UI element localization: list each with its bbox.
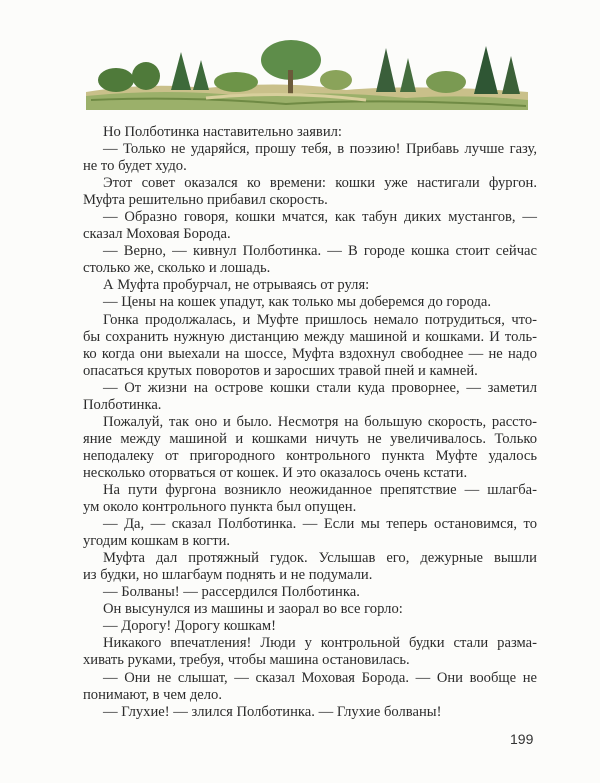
text-line: — Образно говоря, кошки мчатся, как табун диких мустангов, — bbox=[103, 209, 537, 226]
text-line: Полботинка. bbox=[83, 396, 162, 413]
text-line: Этот совет оказался ко времени: кошки уже настигали фургон. bbox=[103, 175, 537, 192]
text-line: Пожалуй, так оно и было. Несмотря на большую скорость, рассто- bbox=[103, 413, 537, 430]
text-line: — Цены на кошек упадут, как только мы доберемся до города. bbox=[103, 294, 492, 311]
text-line: Никакого впечатления! Люди у контрольной будки стали разма- bbox=[103, 635, 537, 652]
page-number: 199 bbox=[510, 731, 534, 747]
body-text bbox=[83, 124, 537, 721]
text-line: Гонка продолжалась, и Муфте пришлось немало потрудиться, что- bbox=[103, 311, 537, 328]
text-line: — Дорогу! Дорогу кошкам! bbox=[103, 618, 276, 635]
text-line: столько же, сколько и лошадь. bbox=[83, 260, 271, 277]
text-line: хивать руками, требуя, чтобы машина остановилась. bbox=[83, 652, 410, 669]
landscape-illustration bbox=[86, 30, 528, 110]
text-line: угодим кошкам в когти. bbox=[83, 533, 231, 550]
text-line: ум около контрольного пункта был опущен. bbox=[83, 499, 357, 516]
text-line: бы сохранить нужную дистанцию между машиной и кошками. И толь- bbox=[83, 328, 537, 345]
text-line: несколько оторваться от кошек. И это оказалось очень кстати. bbox=[83, 464, 468, 481]
text-line: — Да, — сказал Полботинка. — Если мы теперь остановимся, то bbox=[103, 516, 537, 533]
text-line: А Муфта пробурчал, не отрываясь от руля: bbox=[103, 277, 370, 294]
text-line: не то будет худо. bbox=[83, 158, 187, 175]
text-line: — Только не ударяйся, прошу тебя, в поэзию! Прибавь лучше газу, bbox=[103, 141, 537, 158]
text-line: ко когда они выехали на шоссе, Муфта вздохнул свободнее — не надо bbox=[83, 345, 537, 362]
text-line: Но Полботинка наставительно заявил: bbox=[103, 124, 342, 140]
text-line: — Болваны! — рассердился Полботинка. bbox=[103, 584, 360, 601]
text-line: опасаться крутых поворотов и заросших травой пней и камней. bbox=[83, 362, 478, 379]
text-line: сказал Моховая Борода. bbox=[83, 226, 231, 243]
text-line: понимают, в чем дело. bbox=[83, 686, 222, 703]
text-line: Муфта дал протяжный гудок. Услышав его, дежурные вышли bbox=[103, 550, 537, 567]
text-line: — Они не слышат, — сказал Моховая Борода. — Они вообще не bbox=[103, 669, 537, 686]
text-line: — От жизни на острове кошки стали куда проворнее, — заметил bbox=[103, 379, 537, 396]
text-line: — Верно, — кивнул Полботинка. — В городе кошка стоит сейчас bbox=[103, 243, 537, 260]
text-line: На пути фургона возникло неожиданное препятствие — шлагба- bbox=[103, 481, 537, 498]
text-line: — Глухие! — злился Полботинка. — Глухие болваны! bbox=[103, 703, 442, 720]
text-line: неподалеку от пригородного контрольного пункта Муфте удалось bbox=[83, 447, 537, 464]
text-line: Муфта решительно прибавил скорость. bbox=[83, 192, 328, 209]
text-line: Он высунулся из машины и заорал во все горло: bbox=[103, 601, 403, 618]
text-line: яние между машиной и кошками ничуть не увеличивалось. Только bbox=[83, 430, 537, 447]
text-line: из будки, но шлагбаум поднять и не подумали. bbox=[83, 567, 373, 584]
